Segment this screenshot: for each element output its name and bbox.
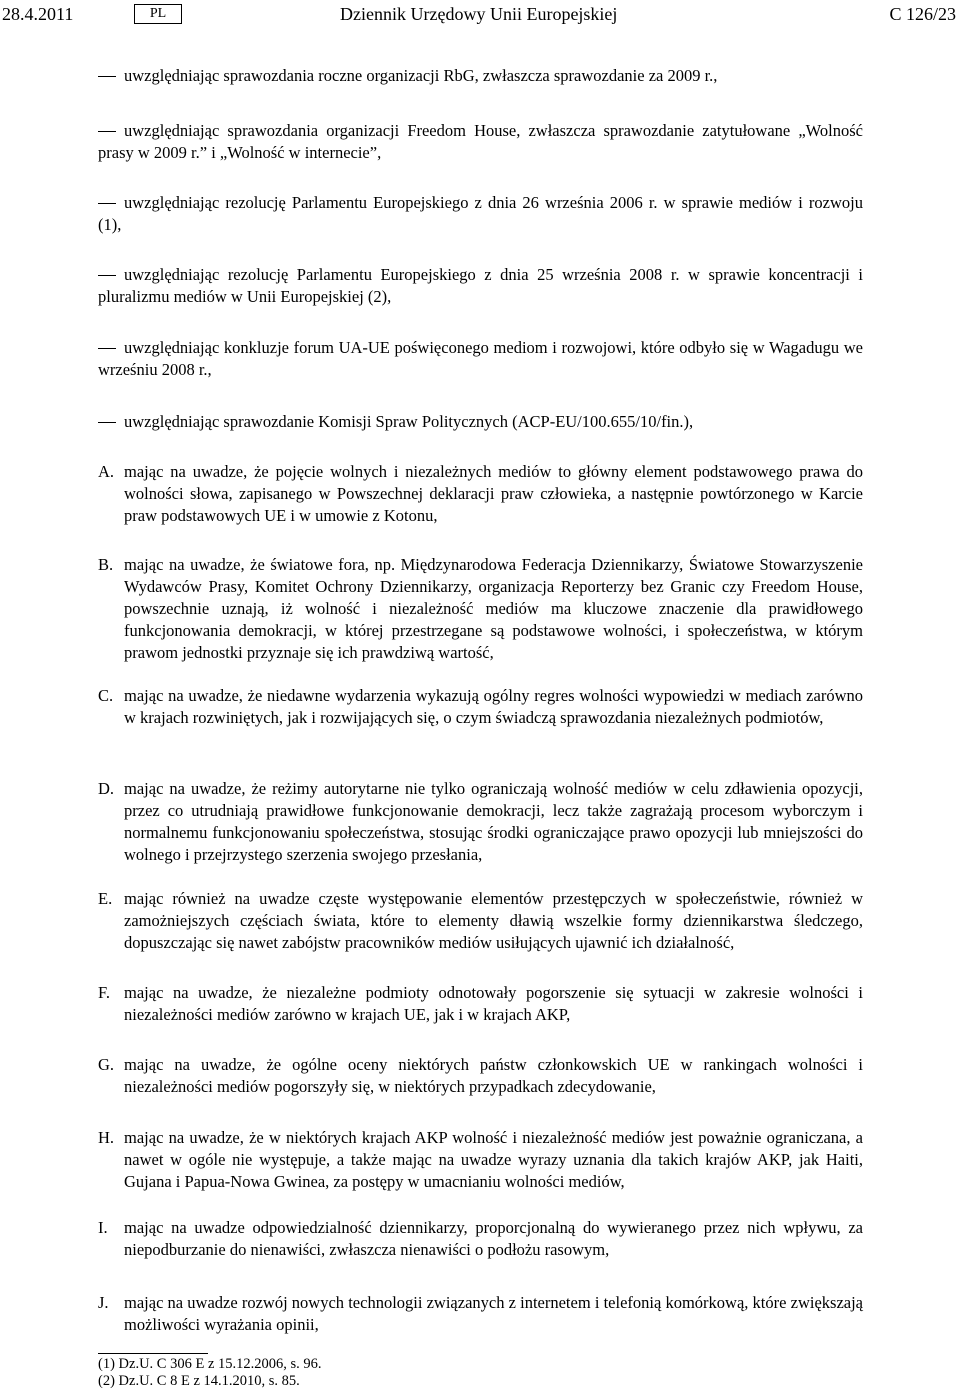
recital-text: mając na uwadze, że pojęcie wolnych i niezależnych mediów to główny element podstawowego prawa do wolności słowa, zapisanego w Powszechnej deklaracji praw człowieka, a następnie powtórzonego w Karcie praw podstawowych UE i w umowie z Kotonu, [124, 462, 863, 525]
footnote-divider [98, 1353, 208, 1354]
dash-bullet [98, 348, 116, 349]
dash-bullet [98, 131, 116, 132]
recital-letter: G. [98, 1055, 115, 1074]
recital-item [98, 554, 863, 664]
clause-text: uwzględniając sprawozdanie Komisji Spraw Politycznych (ACP-EU/100.655/10/fin.), [124, 412, 694, 431]
clause-item [98, 65, 863, 87]
dash-bullet [98, 275, 116, 276]
clause-item [98, 264, 863, 308]
recital-item [98, 1292, 863, 1336]
clause-text: uwzględniając konkluzje forum UA-UE poświęconego mediom i rozwojowi, które odbyło się w Wagadugu we wrześniu 2008 r., [98, 338, 863, 379]
footnote-2: (2) Dz.U. C 8 E z 14.1.2010, s. 85. [98, 1373, 300, 1389]
recital-item [98, 1217, 863, 1261]
clause-item [98, 411, 863, 433]
recital-text: mając na uwadze, że w niektórych krajach AKP wolność i niezależność mediów jest poważnie ograniczana, a nawet w ogóle nie występuje, a także mając na uwadze wyrazy uznania dla takich krajów AKP, jak Haiti, Gujana i Papua-Nowa Gwinea, za postępy w umacnianiu wolności mediów, [124, 1128, 863, 1191]
footnote-1: (1) Dz.U. C 306 E z 15.12.2006, s. 96. [98, 1356, 322, 1372]
recital-letter: B. [98, 555, 114, 574]
clause-item [98, 192, 863, 236]
page-header [0, 4, 960, 30]
recital-text: mając na uwadze, że niedawne wydarzenia wykazują ogólny regres wolności wypowiedzi w mediach zarówno w krajach rozwiniętych, jak i rozwijających się, o czym świadczą sprawozdania niezależnych podmiotów, [124, 686, 863, 727]
clause-text: uwzględniając sprawozdania organizacji Freedom House, zwłaszcza sprawozdanie zatytułowane „Wolność prasy w 2009 r.” i „Wolność w internecie”, [98, 121, 863, 162]
clause-item [98, 120, 863, 164]
recital-item [98, 1054, 863, 1098]
publication-date: 28.4.2011 [2, 4, 74, 24]
recital-text: mając na uwadze, że niezależne podmioty odnotowały pogorszenie się sytuacji w zakresie wolności i niezależności mediów zarówno w krajach UE, jak i w krajach AKP, [124, 983, 863, 1024]
recital-text: mając na uwadze rozwój nowych technologii związanych z internetem i telefonią komórkową, które zwiększają możliwości wyrażania opinii, [124, 1293, 863, 1334]
recital-letter: H. [98, 1128, 115, 1147]
page-reference: C 126/23 [889, 4, 956, 24]
recital-item [98, 888, 863, 954]
dash-bullet [98, 76, 116, 77]
recital-letter: I. [98, 1218, 108, 1237]
recital-letter: E. [98, 889, 113, 908]
recital-text: mając na uwadze, że światowe fora, np. Międzynarodowa Federacja Dziennikarzy, Światowe Stowarzyszenie Wydawców Prasy, Komitet Ochrony Dziennikarzy, organizacja Reporterzy bez Granic czy Freedom House, powszechnie uznają, iż wolność i niezależność mediów ma kluczowe znaczenie dla prawidłowego funkcjonowania demokracji, w której przestrzegane są podstawowe wolności, i społeczeństwa, w którym prawom jednostki przyznaje się ich prawdziwą wartość, [124, 555, 863, 662]
recital-text: mając na uwadze odpowiedzialność dziennikarzy, proporcjonalną do wywieranego przez nich wpływu, za niepodburzanie do nienawiści, zwłaszcza nienawiści o podłożu rasowym, [124, 1218, 863, 1259]
language-badge: PL [134, 4, 182, 24]
recital-text: mając również na uwadze częste występowanie elementów przestępczych w społeczeństwie, również w zamożniejszych częściach świata, które to elementy dławią wszelkie formy dziennikarstwa śledczego, dopuszczając się nawet zabójstw pracowników mediów usiłujących ujawnić ich działalność, [124, 889, 863, 952]
recital-text: mając na uwadze, że reżimy autorytarne nie tylko ograniczają wolność mediów w celu zdławienia opozycji, przez co utrudniają prawidłowe funkcjonowanie demokracji, lecz także zagrażają procesom wyborczym i normalnemu funkcjonowaniu społeczeństwa, stosując środki ograniczające prawo opozycji lub mniejszości do wolnego i przejrzystego szerzenia swojego przesłania, [124, 779, 863, 864]
recital-letter: C. [98, 686, 114, 705]
dash-bullet [98, 422, 116, 423]
clause-item [98, 337, 863, 381]
clause-text: uwzględniając sprawozdania roczne organizacji RbG, zwłaszcza sprawozdanie za 2009 r., [124, 66, 718, 85]
recital-letter: A. [98, 462, 115, 481]
dash-bullet [98, 203, 116, 204]
recital-item [98, 982, 863, 1026]
recital-item [98, 1127, 863, 1193]
recital-letter: J. [98, 1293, 109, 1312]
clause-text: uwzględniając rezolucję Parlamentu Europejskiego z dnia 26 września 2006 r. w sprawie mediów i rozwoju (1), [98, 193, 863, 234]
clause-text: uwzględniając rezolucję Parlamentu Europejskiego z dnia 25 września 2008 r. w sprawie koncentracji i pluralizmu mediów w Unii Europejskiej (2), [98, 265, 863, 306]
recital-letter: D. [98, 779, 115, 798]
recital-letter: F. [98, 983, 110, 1002]
journal-title: Dziennik Urzędowy Unii Europejskiej [340, 4, 618, 24]
recital-item [98, 685, 863, 729]
recital-item [98, 461, 863, 527]
recital-item [98, 778, 863, 866]
recital-text: mając na uwadze, że ogólne oceny niektórych państw członkowskich UE w rankingach wolności i niezależności mediów pogorszyły się, w niektórych przypadkach zdecydowanie, [124, 1055, 863, 1096]
